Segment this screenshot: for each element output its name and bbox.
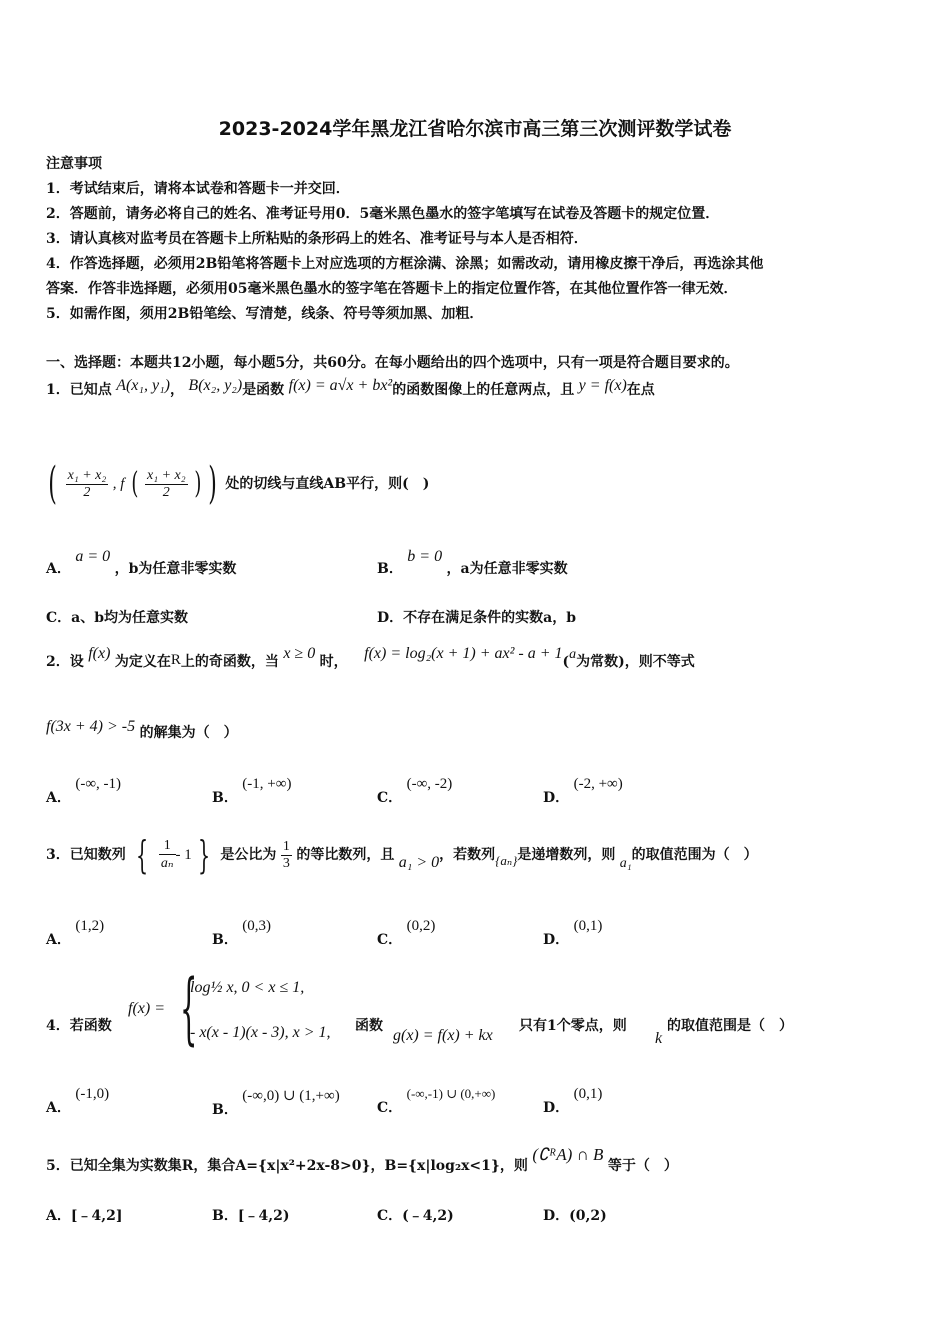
q3-option-a-value: (1,2) [75, 918, 105, 934]
q2-option-d-value: (-2, +∞) [573, 776, 623, 792]
q1-midpoint-fx-num: x₁ + x₂ [146, 467, 186, 483]
q2-fx: f(x) [88, 645, 111, 662]
q2-option-a [46, 776, 121, 807]
q1-option-a [46, 548, 236, 578]
q1-text-1: 是函数 [242, 382, 285, 398]
question-1-line-2: ( $\frac{\text{x₁ + x₂}}{2}$ , f ( $\frac{\text{x₁ + x₂}}{2}$ ) ) 处的切线与直线AB平行，则( ) [48, 458, 430, 509]
q5-option-a [46, 1205, 122, 1225]
q4-option-d-value: (0,1) [573, 1086, 603, 1102]
q2-option-a-value: (-∞, -1) [75, 776, 122, 792]
q4-option-b [212, 1086, 340, 1119]
q2-inequality: f(3x + 4) > -5 [46, 718, 136, 735]
q2-text-4: ( [562, 654, 570, 670]
q1-y-eq: y = f(x) [578, 377, 627, 394]
q3-option-d-label: D． [543, 932, 570, 948]
q4-option-c-value: (-∞,-1) ∪ (0,+∞) [406, 1086, 496, 1101]
q2-cond: x ≥ 0 [283, 645, 316, 662]
q3-text-2: 的等比数列，且 [296, 847, 395, 863]
q4-option-c [377, 1086, 495, 1117]
q2-text-5: 为常数)，则不等式 [576, 654, 695, 670]
q5-tail: 等于（ ） [607, 1158, 678, 1174]
q4-case-1: log½ x, 0 < x ≤ 1, [190, 979, 305, 996]
q3-option-b-value: (0,3) [242, 918, 272, 934]
q3-number: 3．已知数列 [46, 847, 126, 863]
q4-fx: f(x) = [128, 1000, 165, 1017]
q2-number: 2．设 [46, 654, 84, 670]
q1-midpoint-x [66, 468, 109, 501]
q1-midpoint-fx-den: 2 [162, 484, 170, 500]
q2-text-3: 时， [319, 654, 348, 670]
q3-a1: a₁ [619, 856, 632, 871]
q3-option-a-label: A． [46, 932, 71, 948]
q1-text-3: 在点 [626, 382, 655, 398]
q2-a: a [569, 647, 577, 662]
q3-option-d [543, 918, 602, 949]
q4-number: 4．若函数 [46, 1018, 112, 1034]
q1-midpoint-x-den: 2 [83, 484, 91, 500]
q3-text-1: 是公比为 [220, 847, 277, 863]
q1-option-c: C．a、b均为任意实数 [46, 610, 189, 626]
notice-item-1: 1．考试结束后，请将本试卷和答题卡一并交回． [46, 181, 350, 197]
q3-option-a [46, 918, 104, 949]
q4-brace: { [180, 964, 198, 1054]
q3-ratio-num: 1 [282, 838, 290, 854]
q3-seq-num: 1 [159, 838, 176, 855]
question-2-line-1 [46, 645, 695, 671]
q2-option-c [377, 776, 452, 807]
q1-option-b-label: B． [377, 561, 403, 577]
q1-option-d: D．不存在满足条件的实数a，b [377, 610, 577, 626]
section-heading: 一、选择题：本题共12小题，每小题5分，共60分。在每小题给出的四个选项中，只有一项是符合题目要求的。 [46, 355, 739, 371]
notice-item-5: 5．如需作图，须用2B铅笔绘、写清楚，线条、符号等须加黑、加粗． [46, 306, 484, 322]
question-5 [46, 1145, 678, 1175]
q5-option-c-label: C． [377, 1208, 403, 1224]
q2-option-a-label: A． [46, 790, 71, 806]
q1-right-paren: ) [208, 458, 217, 509]
q1-point-a: A(x₁, y₁) [116, 377, 170, 394]
question-1-line-1 [46, 377, 655, 399]
q1-option-b-text: ，a为任意非零实数 [446, 561, 568, 577]
q5-option-d [543, 1205, 607, 1225]
q4-g: g(x) = f(x) + kx [393, 1027, 493, 1044]
q2-text-1: 为定义在 [114, 654, 171, 670]
q2-option-b [212, 776, 291, 807]
q3-seq-minus: - 1 [175, 847, 192, 863]
q5-option-c-value: (﹣4,2) [402, 1208, 454, 1224]
q3-cond: a₁ > 0 [398, 854, 440, 871]
q1-option-b [377, 548, 568, 578]
q1-text-4: 处的切线与直线AB平行，则( ) [225, 476, 430, 492]
q3-ratio [281, 839, 292, 872]
q1-midpoint-f: f [120, 476, 125, 492]
q1-option-a-math: a = 0 [75, 548, 111, 565]
q3-option-b [212, 918, 271, 949]
q3-seq-an: {aₙ} [495, 853, 518, 868]
q3-option-d-value: (0,1) [573, 918, 603, 934]
q5-text: 5．已知全集为实数集R，集合A={x|x²+2x-8>0}，B={x|log₂x<1}，则 [46, 1158, 528, 1174]
q4-text-2: 只有1个零点，则 [519, 1018, 627, 1034]
notice-item-2: 2．答题前，请务必将自己的姓名、准考证号用0．5毫米黑色墨水的签字笔填写在试卷及答题卡的规定位置． [46, 206, 720, 222]
q4-option-b-value: (-∞,0) ∪ (1,+∞) [242, 1088, 340, 1104]
q4-text-1: 函数 [355, 1018, 383, 1034]
q1-option-a-label: A． [46, 561, 71, 577]
q4-text-3: 的取值范围是（ ） [667, 1018, 793, 1034]
q1-midpoint-fx [145, 468, 188, 501]
q1-comma: ， [169, 382, 184, 398]
q5-option-b-label: B． [212, 1208, 238, 1224]
q2-option-c-value: (-∞, -2) [406, 776, 453, 792]
q5-option-b-value: [﹣4,2) [237, 1208, 290, 1224]
q3-an: aₙ [500, 853, 513, 868]
q4-option-a-label: A． [46, 1100, 71, 1116]
question-3: 3．已知数列 { $\frac{1}{\text{aₙ}}$ - 1 } 是公比为 $\frac{1}{3}$ 的等比数列，且 a₁ > 0，若数列{aₙ}是递增数列，则 a₁的取值范围为（ ） [46, 833, 758, 877]
q3-ratio-den: 3 [282, 855, 290, 871]
q3-option-c-value: (0,2) [406, 918, 436, 934]
q1-function: f(x) = a√x + bx² [288, 377, 393, 394]
page-title: 2023-2024学年黑龙江省哈尔滨市高三第三次测评数学试卷 [218, 118, 732, 140]
q2-text-6: 的解集为（ ） [139, 725, 238, 741]
q3-text-3: ，若数列 [439, 847, 496, 863]
notice-item-4-cont: 答案．作答非选择题，必须用05毫米黑色墨水的签字笔在答题卡上的指定位置作答，在其他位置作答一律无效． [46, 281, 738, 297]
q1-option-a-text: ，b为任意非零实数 [114, 561, 237, 577]
q4-option-d [543, 1086, 602, 1117]
notice-heading: 注意事项 [46, 156, 102, 172]
q4-option-d-label: D． [543, 1100, 570, 1116]
q2-r: R [170, 652, 181, 668]
q2-option-c-label: C． [377, 790, 403, 806]
q5-option-b [212, 1205, 289, 1225]
q2-option-d-label: D． [543, 790, 570, 806]
q1-option-b-math: b = 0 [407, 548, 443, 565]
q2-option-b-value: (-1, +∞) [242, 776, 292, 792]
q5-option-a-value: [﹣4,2] [70, 1208, 123, 1224]
q3-option-c-label: C． [377, 932, 403, 948]
q4-option-b-label: B． [212, 1102, 238, 1118]
notice-item-3: 3．请认真核对监考员在答题卡上所粘贴的条形码上的姓名、准考证号与本人是否相符． [46, 231, 588, 247]
q5-option-d-label: D． [543, 1208, 570, 1224]
q3-option-c [377, 918, 435, 949]
q5-option-d-value: (0,2) [569, 1208, 607, 1224]
q1-point-b: B(x₂, y₂) [188, 377, 243, 394]
q2-definition: f(x) = log₂(x + 1) + ax² - a + 1 [364, 645, 563, 662]
q4-option-c-label: C． [377, 1100, 403, 1116]
q4-case-2: - x(x - 1)(x - 3), x > 1, [190, 1024, 331, 1041]
notice-item-4: 4．作答选择题，必须用2B铅笔将答题卡上对应选项的方框涂满、涂黑；如需改动，请用橡皮擦干净后，再选涂其他 [46, 256, 764, 272]
q1-number: 1．已知点 [46, 382, 112, 398]
question-2-line-2 [46, 718, 238, 742]
q5-option-a-label: A． [46, 1208, 71, 1224]
q3-seq-den: aₙ [160, 856, 174, 871]
q2-option-d [543, 776, 623, 807]
q1-text-2: 的函数图像上的任意两点，且 [392, 382, 575, 398]
q2-option-b-label: B． [212, 790, 238, 806]
q3-seq-fraction [159, 838, 176, 872]
q5-expression: (∁ᴿA) ∩ B [532, 1145, 604, 1164]
q4-k: k [655, 1030, 663, 1047]
q5-option-c [377, 1205, 454, 1225]
q4-option-a-value: (-1,0) [75, 1086, 110, 1102]
q3-text-5: 的取值范围为（ ） [631, 847, 758, 863]
q3-text-4: 是递增数列，则 [517, 847, 616, 863]
q3-option-b-label: B． [212, 932, 238, 948]
q1-midpoint-x-num: x₁ + x₂ [67, 467, 107, 483]
q1-left-paren: ( [48, 458, 57, 509]
q2-text-2: 上的奇函数，当 [180, 654, 279, 670]
q4-option-a [46, 1086, 109, 1117]
